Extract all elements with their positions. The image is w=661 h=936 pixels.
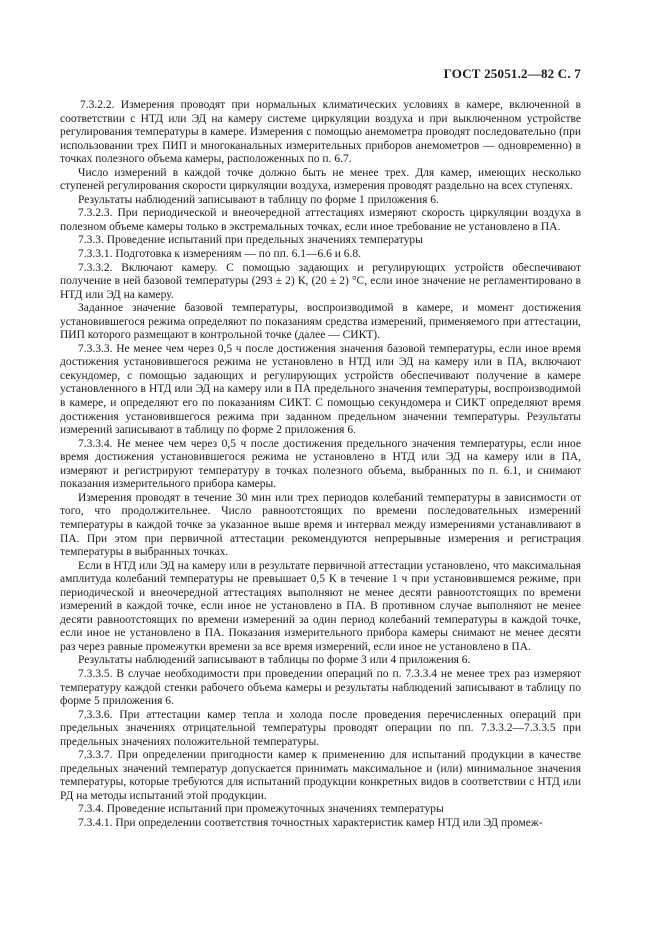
paragraph-7-3-3-3: 7.3.3.3. Не менее чем через 0,5 ч после достижения значения базовой температуры, если иное время достижения установившегося режима не установлено в НТД или ЭД на камеру или в ПА, включают секундомер, с помощью задающих и регулирующих устройств обеспечивают получение в камере установленного в НТД или ЭД на камеру или в ПА предельного значения температуры, воспроизводимой в камере, и определяют его по показаниям СИКТ. С помощью секундомера и СИКТ определяют время достижения установившегося режима при заданном предельном значении температуры. Результаты измерений записывают в таблицу по форме 2 приложения 6.	[60, 342, 581, 437]
paragraph: Заданное значение базовой температуры, воспроизводимой в камере, и момент достижения установившегося режима определяют по показаниям средства измерений, применяемого при аттестации, ПИП которого размещают в контрольной точке (далее — СИКТ).	[60, 302, 581, 342]
paragraph-7-3-2-3: 7.3.2.3. При периодической и внеочередной аттестациях измеряют скорость циркуляции воздуха в полезном объеме камеры только в экстремальных точках, если иное требование не установлено в ПА.	[60, 207, 581, 233]
paragraph: Результаты наблюдений записывают в таблицы по форме 3 или 4 приложения 6.	[78, 654, 471, 667]
paragraph-7-3-4-1: 7.3.4.1. При определении соответствия точностных характеристик камер НТД или ЭД промеж-	[78, 816, 543, 829]
paragraph-7-3-3-1: 7.3.3.1. Подготовка к измерениям — по пп. 6.1—6.6 и 6.8.	[78, 248, 362, 261]
paragraph-7-3-3-2: 7.3.3.2. Включают камеру. С помощью задающих и регулирующих устройств обеспечивают получение в ней базовой температуры (293 ± 2) К, (20 ± 2) °С, если иное значение не регламентировано в НТД или ЭД на камеру.	[60, 261, 581, 301]
paragraph-7-3-2-2: 7.3.2.2. Измерения проводят при нормальных климатических условиях в камере, включенной в соответствии с НТД или ЭД на камеру системе циркуляции воздуха и при выключенном устройстве регулирования температуры в камере. Измерения с помощью анемометра проводят последовательно (при использовании трех ПИП и многоканальных измерительных приборов анемометров — одновременно) в точках полезного объема камеры, расположенных по п. 6.7.	[60, 99, 581, 166]
document-body	[60, 99, 581, 831]
paragraph: Если в НТД или ЭД на камеру или в результате первичной аттестации установлено, что максимальная амплитуда колебаний температуры не превышает 0,5 К в течение 1 ч при установившемся режиме, при периодической и внеочередной аттестациях выполняют не менее десяти равноотстоящих по времени измерений в каждой точке, если иное не установлено в ПА. В противном случае выполняют не менее десяти равноотстоящих по времени измерений за один период колебаний температуры в каждой точке, если иное не установлено в ПА. Показания измерительного прибора камеры снимают не менее десяти раз через равные промежутки времени за все время измерений, если иное не установлено в ПА.	[60, 559, 581, 653]
section-heading-7-3-4: 7.3.4. Проведение испытаний при промежуточных значениях температуры	[78, 803, 444, 816]
paragraph: Результаты наблюдений записывают в таблицу по форме 1 приложения 6.	[78, 193, 439, 206]
section-heading-7-3-3: 7.3.3. Проведение испытаний при предельных значениях температуры	[78, 234, 423, 247]
paragraph: Число измерений в каждой точке должно быть не менее трех. Для камер, имеющих несколько ступеней регулирования скорости циркуляции воздуха, измерения проводят раздельно на всех ступенях.	[60, 166, 581, 193]
paragraph: Измерения проводят в течение 30 мин или трех периодов колебаний температуры в зависимости от того, что продолжительнее. Число равноотстоящих по времени последовательных измерений температуры в каждой точке за указанное выше время и интервал между измерениями устанавливают в ПА. При этом при первичной аттестации рекомендуются непрерывные измерения и регистрация температуры в выбранных точках.	[60, 491, 581, 559]
paragraph-7-3-3-6: 7.3.3.6. При аттестации камер тепла и холода после проведения перечисленных операций при предельных значениях отрицательной температуры проводят операции по пп. 7.3.3.2—7.3.3.5 при предельных значениях положительной температуры.	[60, 708, 581, 748]
paragraph-7-3-3-4: 7.3.3.4. Не менее чем через 0,5 ч после достижения предельного значения температуры, если иное время достижения установившегося режима не установлено в НТД или ЭД на камеру или в ПА, измеряют и регистрируют температуру в точках полезного объема, выбранных по п. 6.1, и снимают показания измерительного прибора камеры.	[60, 437, 581, 491]
paragraph-7-3-3-7: 7.3.3.7. При определении пригодности камер к применению для испытаний продукции в качестве предельных значений температур допускается принимать максимальное и (или) минимальное значения температуры, которые требуются для испытаний продукции конкретных видов в соответствии с НТД или РД на методы испытаний этой продукции.	[60, 749, 581, 802]
page-header: ГОСТ 25051.2—82 С. 7	[443, 66, 581, 81]
paragraph-7-3-3-5: 7.3.3.5. В случае необходимости при проведении операций по п. 7.3.3.4 не менее трех раз измеряют температуру каждой стенки рабочего объема камеры и результаты наблюдений записывают в таблицу по форме 5 приложения 6.	[60, 667, 581, 708]
